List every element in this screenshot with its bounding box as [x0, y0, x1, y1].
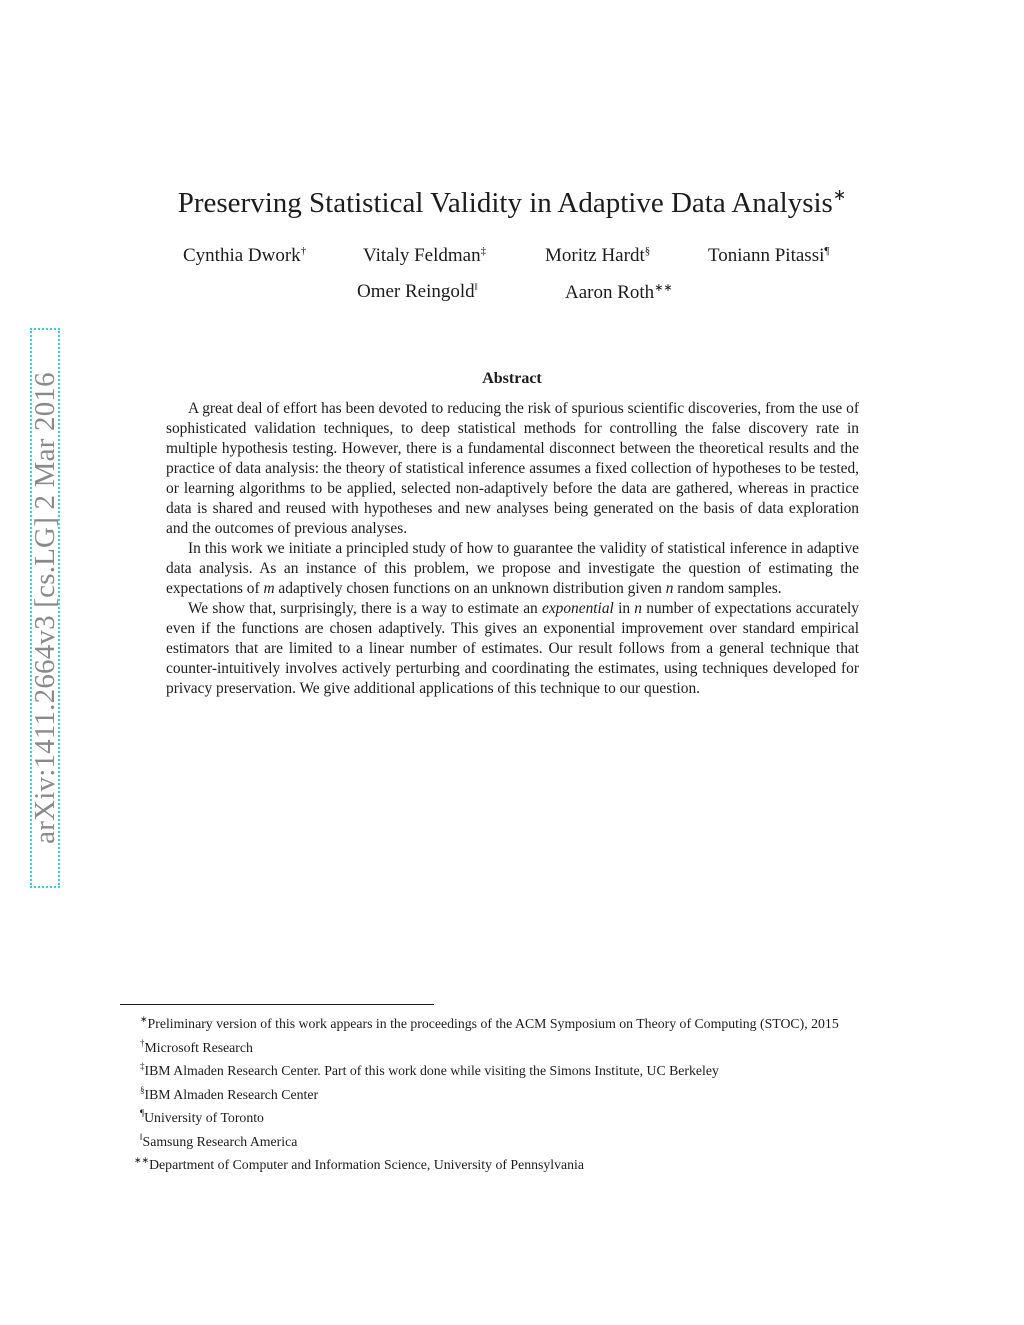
footnote	[120, 1151, 908, 1175]
author-mark: §	[644, 245, 651, 257]
footnote	[120, 1010, 908, 1034]
footnotes	[120, 1010, 908, 1175]
title-text: Preserving Statistical Validity in Adaptive Data Analysis	[177, 187, 833, 219]
footnote	[120, 1081, 908, 1105]
abstract-paragraph	[166, 539, 859, 599]
text-run: We show that, surprisingly, there is a way to estimate an	[188, 600, 542, 617]
footnote-mark: ‡	[140, 1061, 145, 1071]
paper-title	[0, 185, 1024, 220]
arxiv-identifier-stamp: arXiv:1411.2664v3 [cs.LG] 2 Mar 2016	[30, 328, 60, 888]
author-name: Toniann Pitassi	[708, 245, 825, 266]
author	[565, 281, 673, 304]
footnote-text: IBM Almaden Research Center. Part of this work done while visiting the Simons Institute, UC Berkeley	[144, 1063, 719, 1078]
author-mark: ‖	[474, 281, 478, 293]
emphasis: exponential	[542, 600, 614, 617]
math-variable: m	[263, 580, 275, 597]
author-mark: ‡	[480, 245, 487, 257]
text-run: random samples.	[673, 580, 782, 597]
footnote-text: IBM Almaden Research Center	[144, 1086, 319, 1102]
footnote-text: University of Toronto	[144, 1110, 264, 1125]
author-mark: ¶	[824, 245, 830, 257]
math-variable: n	[634, 600, 642, 617]
footnote-text: Samsung Research America	[142, 1133, 298, 1149]
footnote-text: Preliminary version of this work appears in the proceedings of the ACM Symposium on Theory of Computing (STOC), 2015	[147, 1016, 839, 1031]
abstract-paragraph: A great deal of effort has been devoted to reducing the risk of spurious scientific discoveries, from the use of sophisticated validation techniques, to deep statistical methods for controlling the false discovery rate in multiple hypothesis testing. However, there is a fundamental disconnect between the theoretical results and the practice of data analysis: the theory of statistical inference assumes a fixed collection of hypotheses to be tested, or learning algorithms to be applied, selected non-adaptively before the data are gathered, whereas in practice data is shared and reused with hypotheses and new analyses being generated on the basis of data exploration and the outcomes of previous analyses.	[166, 400, 859, 537]
author-mark: †	[300, 245, 307, 257]
author-name: Omer Reingold	[357, 281, 475, 302]
footnote-rule	[120, 1004, 434, 1005]
author-name: Cynthia Dwork	[183, 245, 301, 266]
text-run: In this work we initiate a principled study of how to guarantee the validity of statistical inference in adaptive data analysis. As an instance of this problem, we propose and investigate the question of estimating the expectations of	[166, 540, 859, 597]
footnote	[120, 1034, 908, 1058]
author-name: Vitaly Feldman	[363, 245, 481, 266]
author-name: Moritz Hardt	[545, 245, 645, 266]
abstract-body	[166, 399, 859, 699]
footnote-mark: ‖	[140, 1131, 143, 1142]
text-run: number of expectations accurately even if the functions are chosen adaptively. This gives an exponential improvement over standard empirical estimators that are limited to a linear number of estimates. Our result follows from a general technique that counter-intuitively involves actively perturbing and coordinating the estimates, using techniques developed for privacy preservation. We give additional applications of this technique to our question.	[166, 600, 859, 697]
footnote-mark: ¶	[140, 1108, 145, 1118]
author	[708, 245, 829, 267]
footnote	[120, 1128, 908, 1152]
author	[357, 281, 478, 303]
footnote	[120, 1104, 908, 1128]
abstract-heading: Abstract	[482, 370, 542, 387]
author	[183, 245, 306, 267]
footnote-mark: §	[140, 1084, 145, 1095]
footnote	[120, 1057, 908, 1081]
text-run: adaptively chosen functions on an unknown distribution given	[274, 580, 666, 597]
author-mark: ∗∗	[654, 282, 673, 294]
author-name: Aaron Roth	[565, 282, 655, 303]
author	[545, 245, 650, 267]
footnote-mark: ∗	[140, 1014, 148, 1024]
text-run: in	[613, 600, 635, 617]
math-variable: n	[665, 580, 674, 597]
abstract-paragraph	[166, 599, 859, 699]
footnote-mark: †	[140, 1037, 145, 1048]
footnote-text: Department of Computer and Information Science, University of Pennsylvania	[149, 1157, 584, 1172]
footnote-text: Microsoft Research	[144, 1039, 253, 1055]
title-footnote-mark: ∗	[832, 187, 847, 204]
author	[363, 245, 486, 267]
footnote-mark: ∗∗	[134, 1155, 150, 1165]
